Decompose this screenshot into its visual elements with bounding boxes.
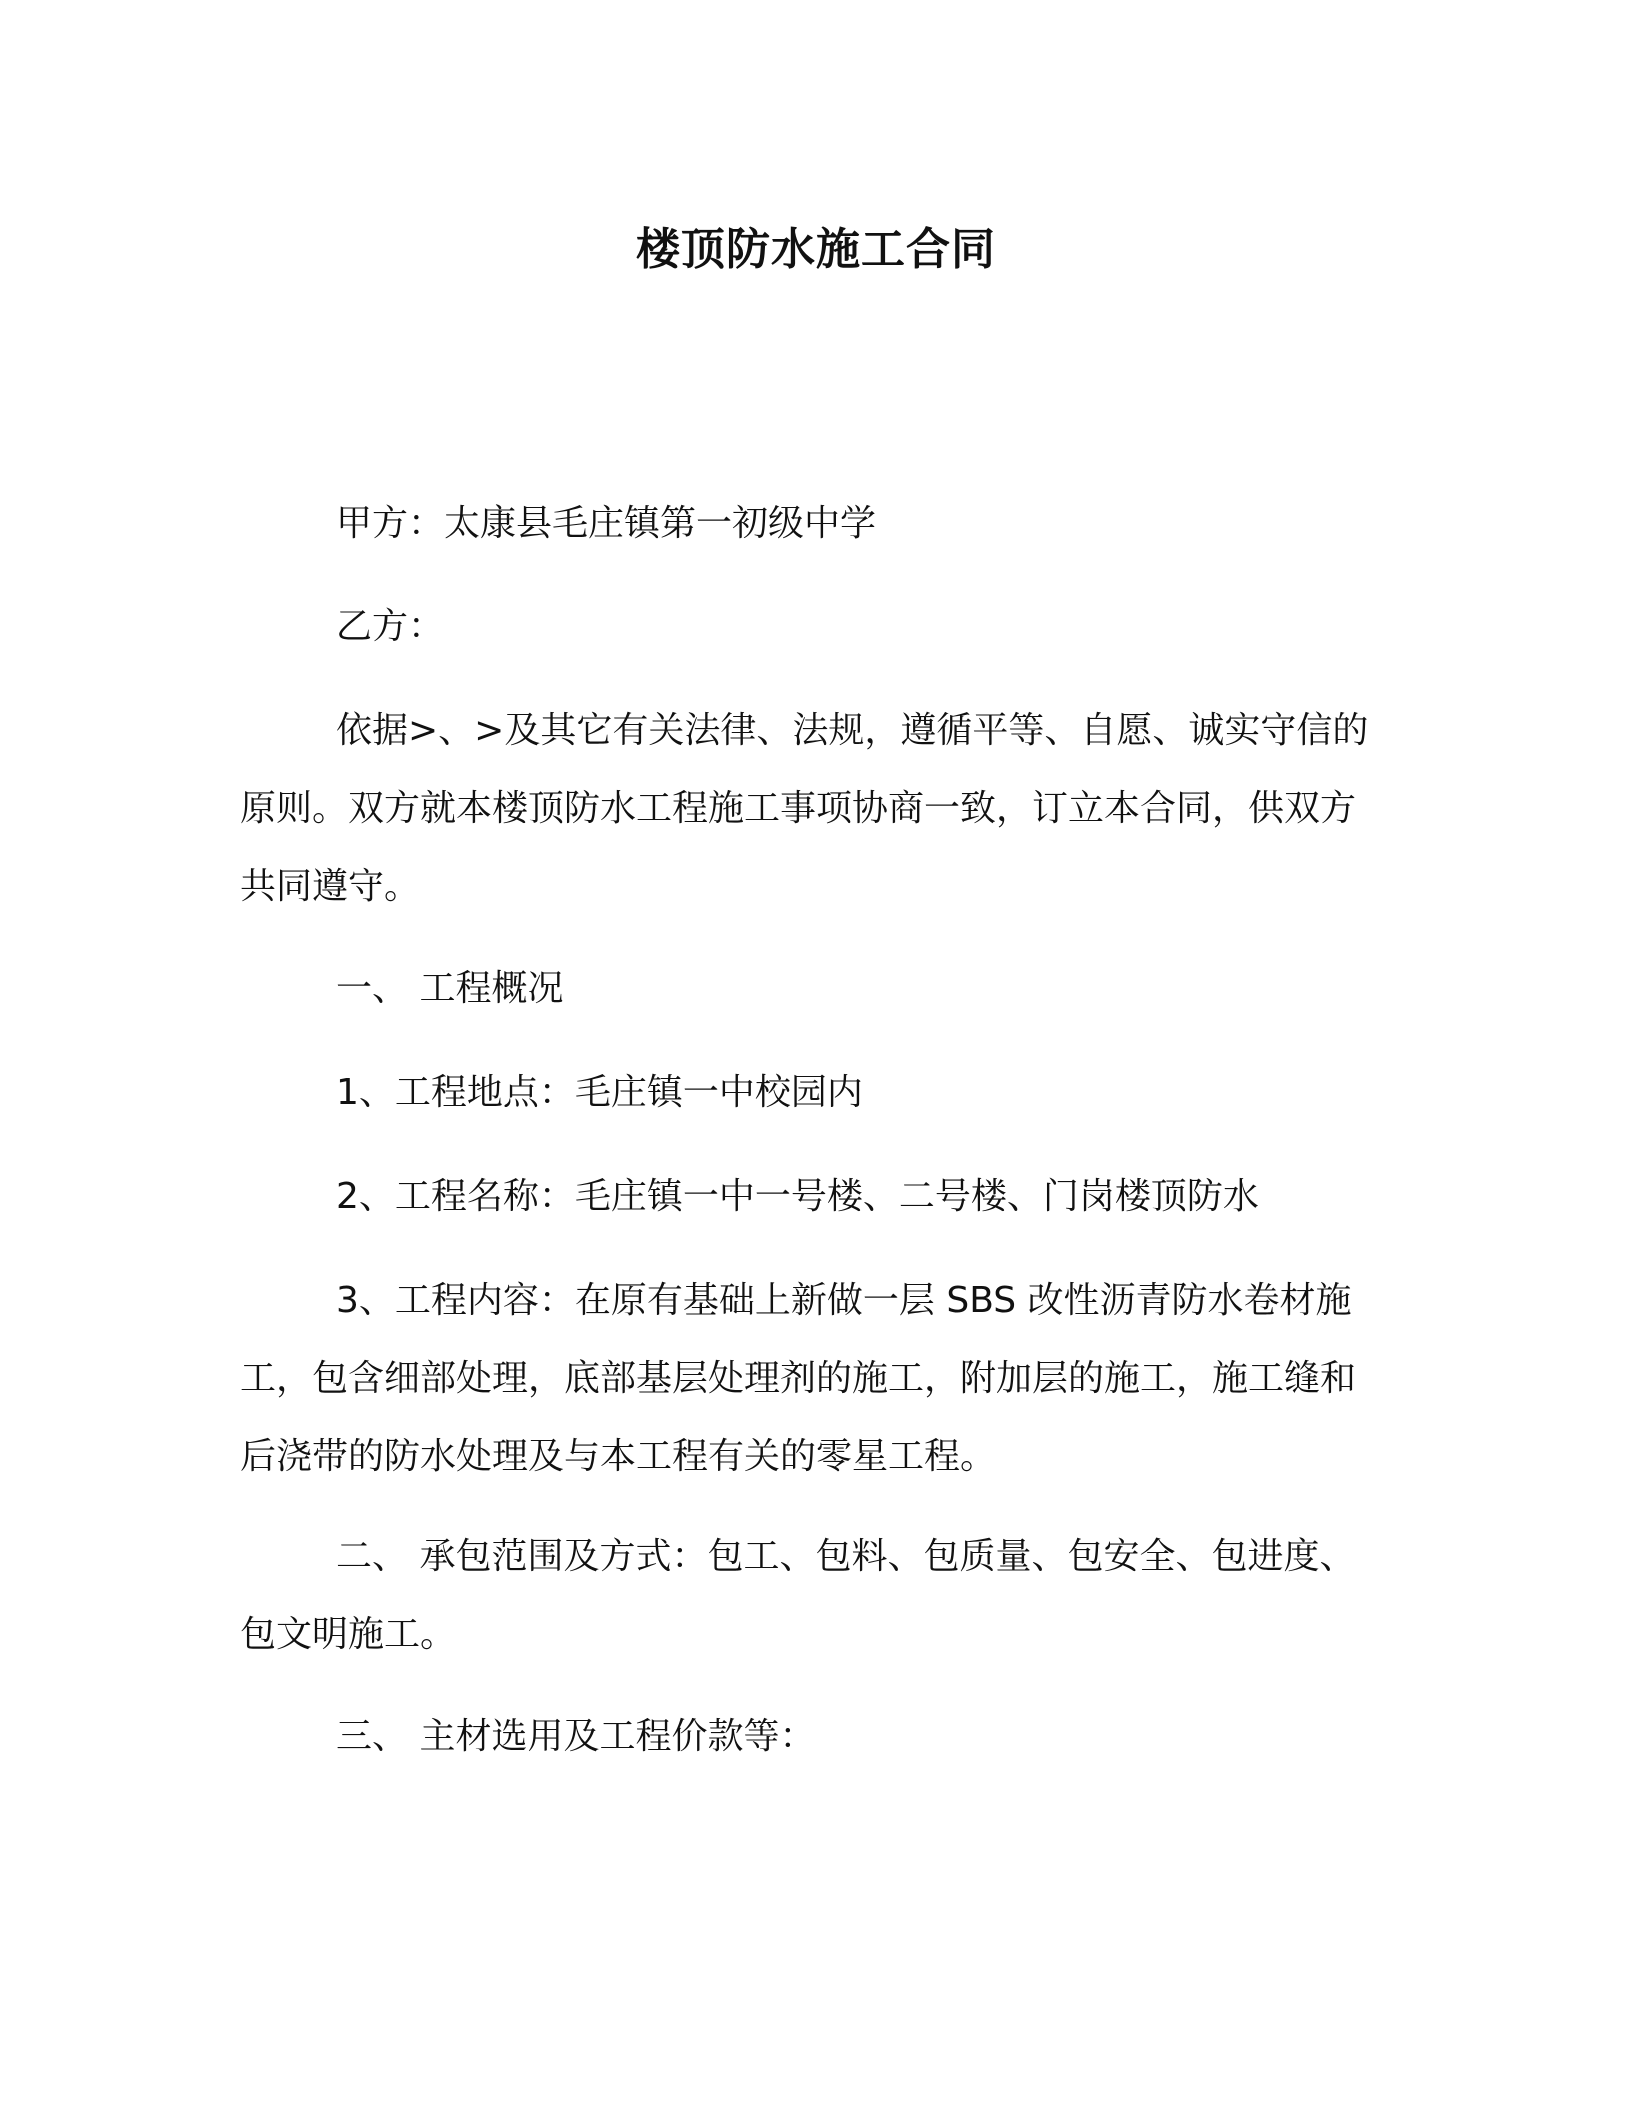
party-b-line: 乙方： <box>336 606 445 647</box>
section-3-heading: 三、 主材选用及工程价款等： <box>336 1716 816 1757</box>
project-location: 1、工程地点：毛庄镇一中校园内 <box>336 1072 863 1113</box>
document-title: 楼顶防水施工合同 <box>636 224 996 275</box>
preamble-paragraph: 依据>、>及其它有关法律、法规，遵循平等、自愿、诚实守信的原则。双方就本楼顶防水工程施工事项协商一致，订立本合同，供双方共同遵守。 <box>240 710 1369 907</box>
section-1-heading: 一、 工程概况 <box>336 968 564 1009</box>
section-2-scope: 二、 承包范围及方式：包工、包料、包质量、包安全、包进度、包文明施工。 <box>240 1536 1356 1655</box>
project-content: 3、工程内容：在原有基础上新做一层 SBS 改性沥青防水卷材施工，包含细部处理，底部基层处理剂的施工，附加层的施工，施工缝和后浇带的防水处理及与本工程有关的零星工程。 <box>240 1280 1357 1477</box>
party-a-line: 甲方：太康县毛庄镇第一初级中学 <box>336 503 877 544</box>
project-name: 2、工程名称：毛庄镇一中一号楼、二号楼、门岗楼顶防水 <box>336 1176 1259 1217</box>
